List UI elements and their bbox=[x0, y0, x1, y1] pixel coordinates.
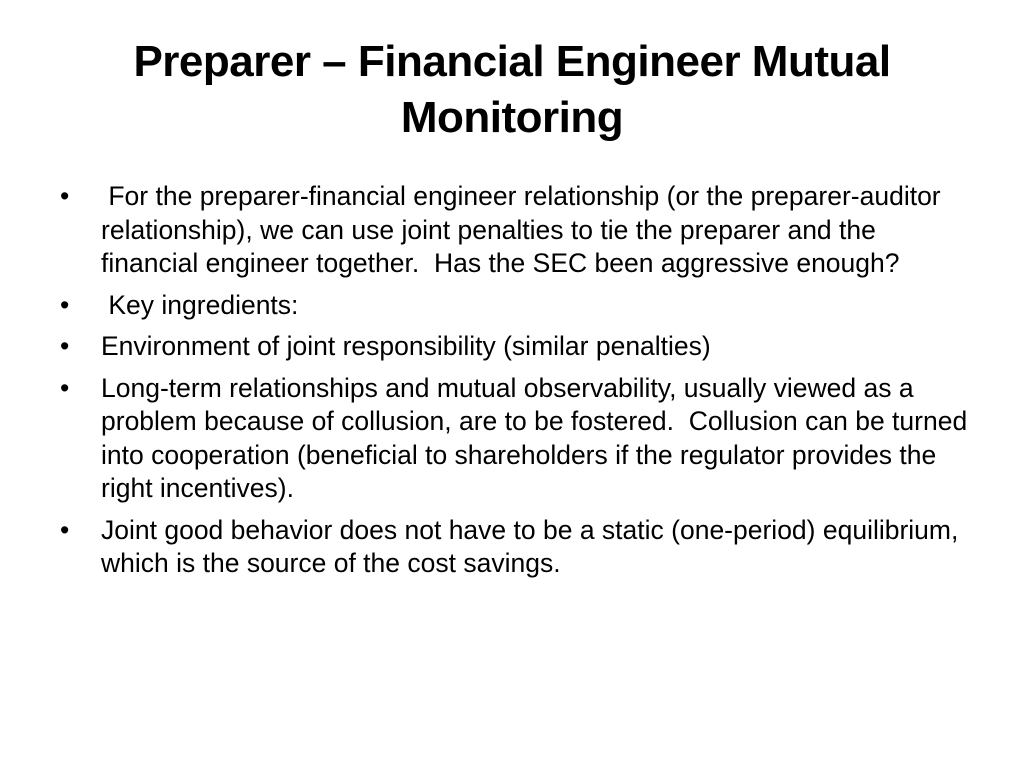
bullet-item bbox=[60, 289, 980, 323]
bullet-item bbox=[60, 180, 980, 281]
bullet-item bbox=[60, 372, 980, 506]
bullet-text: Joint good behavior does not have to be a static (one-period) equilibrium, which is the source of the cost savings. bbox=[101, 514, 959, 578]
bullet-icon: • bbox=[60, 289, 70, 320]
bullet-icon: • bbox=[60, 181, 70, 211]
bullet-item bbox=[60, 330, 980, 364]
slide-title: Preparer – Financial Engineer Mutual Monitoring bbox=[133, 37, 891, 142]
bullet-text: Environment of joint responsibility (similar penalties) bbox=[101, 331, 711, 361]
bullet-icon: • bbox=[60, 331, 70, 361]
bullet-item bbox=[60, 514, 980, 581]
bullet-list bbox=[60, 180, 980, 589]
bullet-icon: • bbox=[60, 372, 70, 403]
bullet-icon: • bbox=[60, 514, 70, 545]
bullet-text: Long-term relationships and mutual observability, usually viewed as a problem because of collusion, are to be fostered. Collusion can be turned into cooperation (beneficial to shareholders if the regulator provides the right incentives). bbox=[101, 372, 975, 503]
bullet-text: For the preparer-financial engineer relationship (or the preparer-auditor relationship), we can use joint penalties to tie the preparer and the financial engineer together. Has the SEC been aggressive enough? bbox=[101, 181, 949, 278]
bullet-text: Key ingredients: bbox=[101, 289, 299, 320]
